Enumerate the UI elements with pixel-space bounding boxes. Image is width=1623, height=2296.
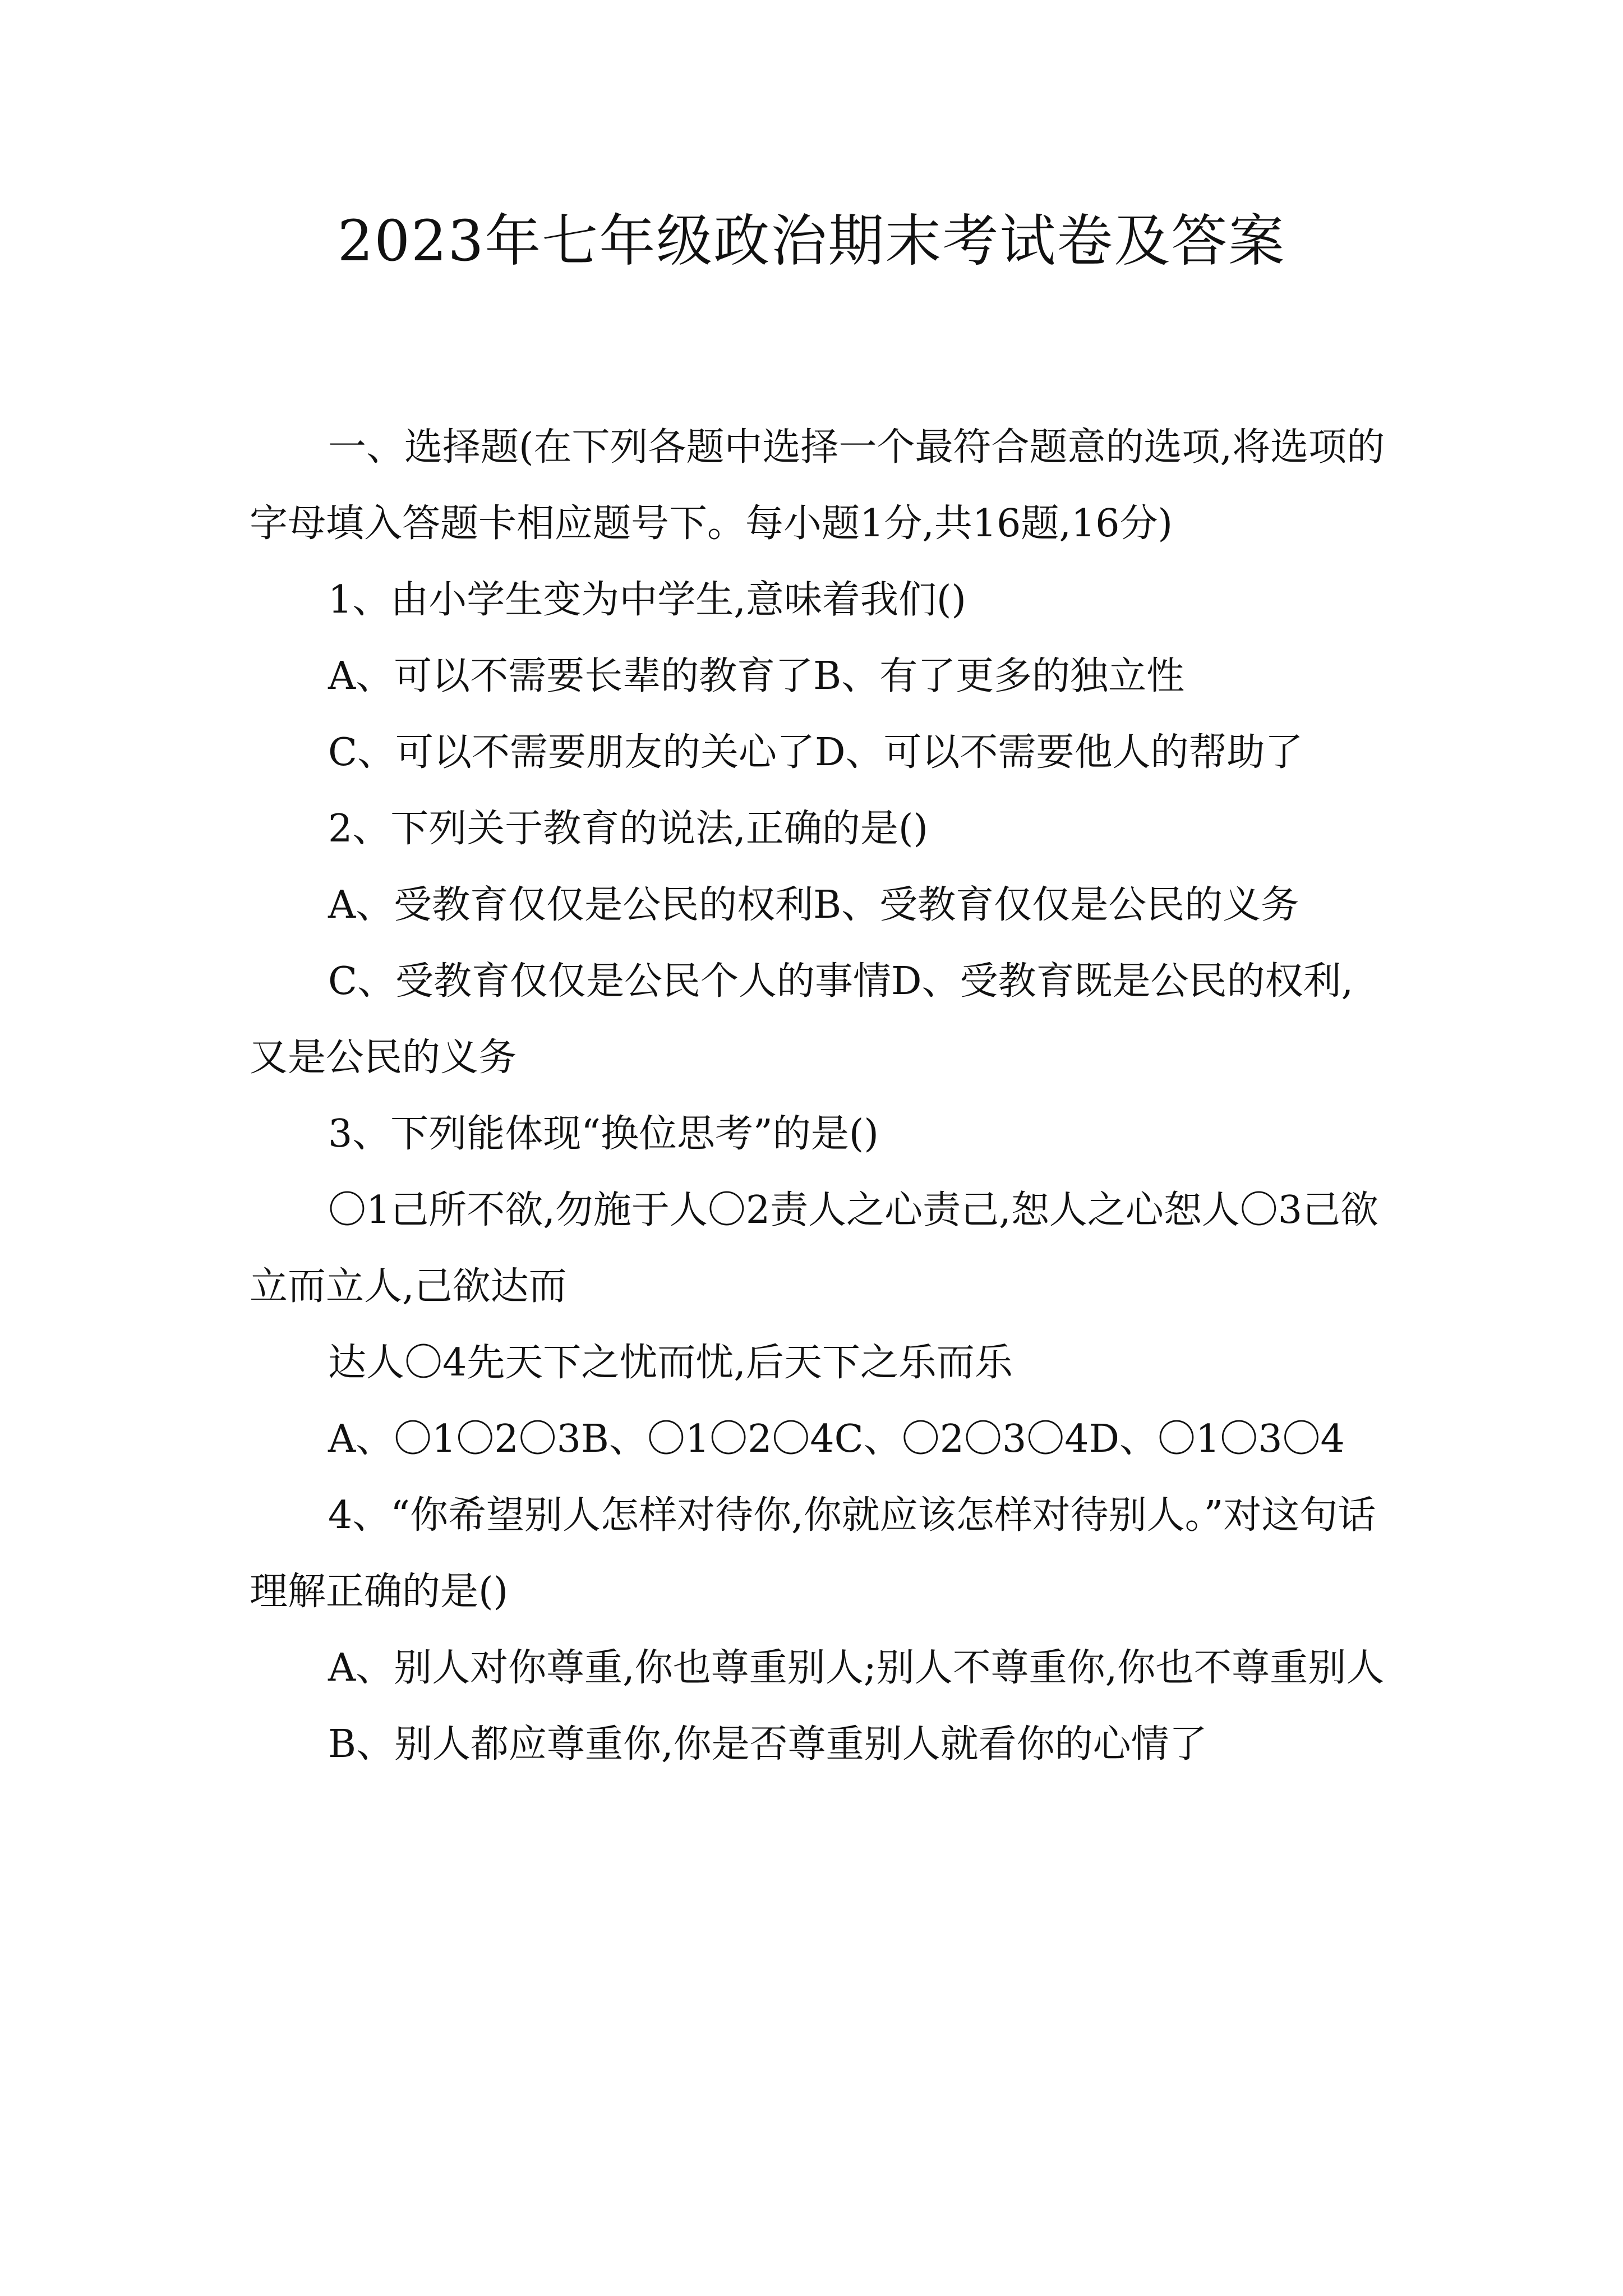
question-3: 3、下列能体现“换位思考”的是() (328, 1112, 879, 1156)
document-body (250, 409, 1388, 1783)
question-4-option-a: A、别人对你尊重,你也尊重别人;别人不尊重你,你也不尊重别人 (328, 1646, 1385, 1690)
question-3-statements: 〇1己所不欲,勿施于人〇2责人之心责己,恕人之心恕人〇3己欲立而立人,己欲达而 (250, 1188, 1379, 1309)
question-2-options-ab: A、受教育仅仅是公民的权利B、受教育仅仅是公民的义务 (328, 883, 1299, 927)
question-1-options-ab: A、可以不需要长辈的教育了B、有了更多的独立性 (328, 654, 1185, 698)
document-title: 2023年七年级政治期末考试卷及答案 (337, 208, 1286, 274)
question-4-option-b: B、别人都应尊重你,你是否尊重别人就看你的心情了 (328, 1722, 1207, 1766)
question-2-options-cd: C、受教育仅仅是公民个人的事情D、受教育既是公民的权利,又是公民的义务 (250, 959, 1354, 1080)
question-1: 1、由小学生变为中学生,意味着我们() (328, 578, 966, 622)
question-1-options-cd: C、可以不需要朋友的关心了D、可以不需要他人的帮助了 (328, 730, 1303, 775)
question-4: 4、“你希望别人怎样对待你,你就应该怎样对待别人。”对这句话理解正确的是() (250, 1493, 1376, 1614)
question-3-statements-cont: 达人〇4先天下之忧而忧,后天下之乐而乐 (328, 1341, 1013, 1385)
question-3-options: A、〇1〇2〇3B、〇1〇2〇4C、〇2〇3〇4D、〇1〇3〇4 (328, 1417, 1345, 1461)
question-2: 2、下列关于教育的说法,正确的是() (328, 807, 928, 851)
section-heading: 一、选择题(在下列各题中选择一个最符合题意的选项,将选项的字母填入答题卡相应题号下。每小题1分,共16题,16分) (250, 425, 1385, 546)
